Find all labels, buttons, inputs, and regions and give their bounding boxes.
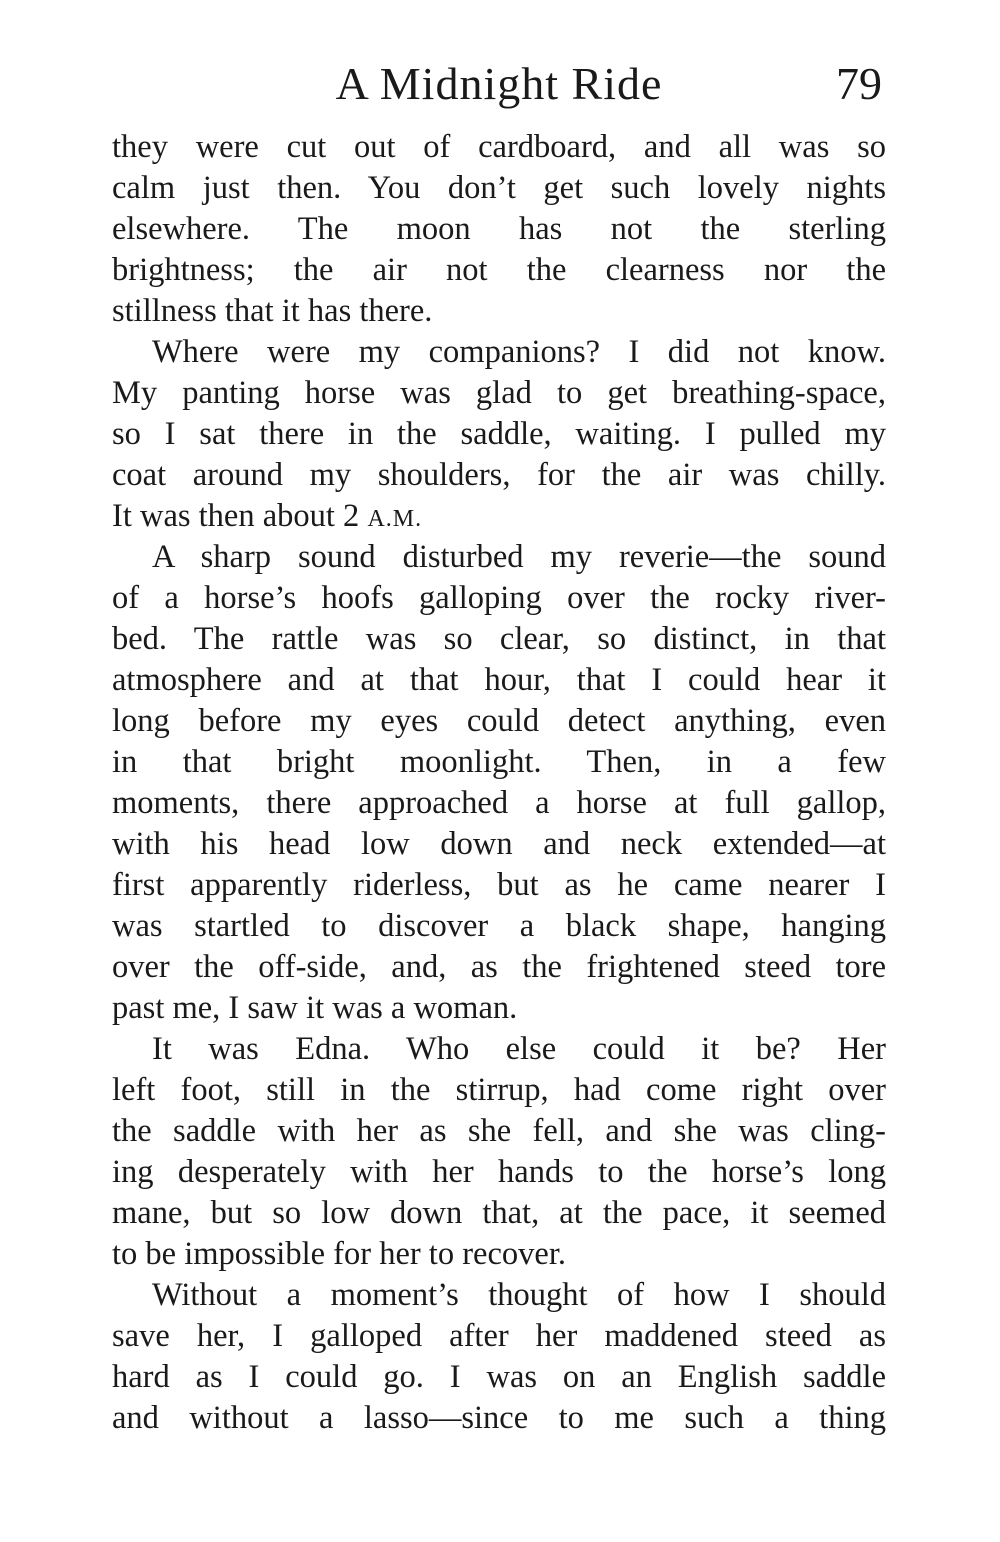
text-line: brightness; the air not the clearness nor the xyxy=(112,252,886,288)
text-line: of a horse’s hoofs galloping over the rocky river- xyxy=(112,580,886,616)
chapter-title: A Midnight Ride xyxy=(335,58,663,109)
text-line xyxy=(112,496,886,537)
text-line: stillness that it has there. xyxy=(112,293,433,329)
time-abbreviation: A.M. xyxy=(367,506,423,532)
paragraph xyxy=(112,127,886,332)
text-line: first apparently riderless, but as he came nearer I xyxy=(112,867,886,903)
text-line: elsewhere. The moon has not the sterling xyxy=(112,211,886,247)
page-number: 79 xyxy=(836,58,882,109)
paragraph xyxy=(112,332,886,537)
text-line: was startled to discover a black shape, hanging xyxy=(112,908,886,944)
text-line: in that bright moonlight. Then, in a few xyxy=(112,744,886,780)
text-line: Where were my companions? I did not know. xyxy=(152,334,886,370)
text-line: with his head low down and neck extended—at xyxy=(112,826,886,862)
text-line: past me, I saw it was a woman. xyxy=(112,990,518,1026)
text-line: over the off-side, and, as the frightened steed tore xyxy=(112,949,886,985)
text-line-part: It was then about 2 xyxy=(112,498,368,534)
text-line: My panting horse was glad to get breathing-space, xyxy=(112,375,886,411)
paragraph xyxy=(112,1029,886,1275)
text-line: hard as I could go. I was on an English saddle xyxy=(112,1359,886,1395)
text-line: It was Edna. Who else could it be? Her xyxy=(152,1031,886,1067)
text-line: ing desperately with her hands to the horse’s long xyxy=(112,1154,886,1190)
text-line: save her, I galloped after her maddened steed as xyxy=(112,1318,886,1354)
paragraph xyxy=(112,537,886,1029)
text-line: coat around my shoulders, for the air was chilly. xyxy=(112,457,886,493)
text-line: A sharp sound disturbed my reverie—the sound xyxy=(152,539,886,575)
text-line: left foot, still in the stirrup, had come right over xyxy=(112,1072,886,1108)
body-text xyxy=(112,127,886,1439)
text-line: calm just then. You don’t get such lovely nights xyxy=(112,170,886,206)
text-line: Without a moment’s thought of how I should xyxy=(152,1277,886,1313)
text-line: the saddle with her as she fell, and she was cling- xyxy=(112,1113,886,1149)
text-line: and without a lasso—since to me such a thing xyxy=(112,1400,886,1436)
paragraph xyxy=(112,1275,886,1439)
text-line: to be impossible for her to recover. xyxy=(112,1236,566,1272)
text-line: bed. The rattle was so clear, so distinct, in that xyxy=(112,621,886,657)
text-line: atmosphere and at that hour, that I could hear it xyxy=(112,662,886,698)
running-head xyxy=(110,52,888,116)
text-line: mane, but so low down that, at the pace, it seemed xyxy=(112,1195,886,1231)
text-line: so I sat there in the saddle, waiting. I pulled my xyxy=(112,416,886,452)
text-line: moments, there approached a horse at full gallop, xyxy=(112,785,886,821)
text-line: long before my eyes could detect anything, even xyxy=(112,703,886,739)
text-line: they were cut out of cardboard, and all was so xyxy=(112,129,886,165)
